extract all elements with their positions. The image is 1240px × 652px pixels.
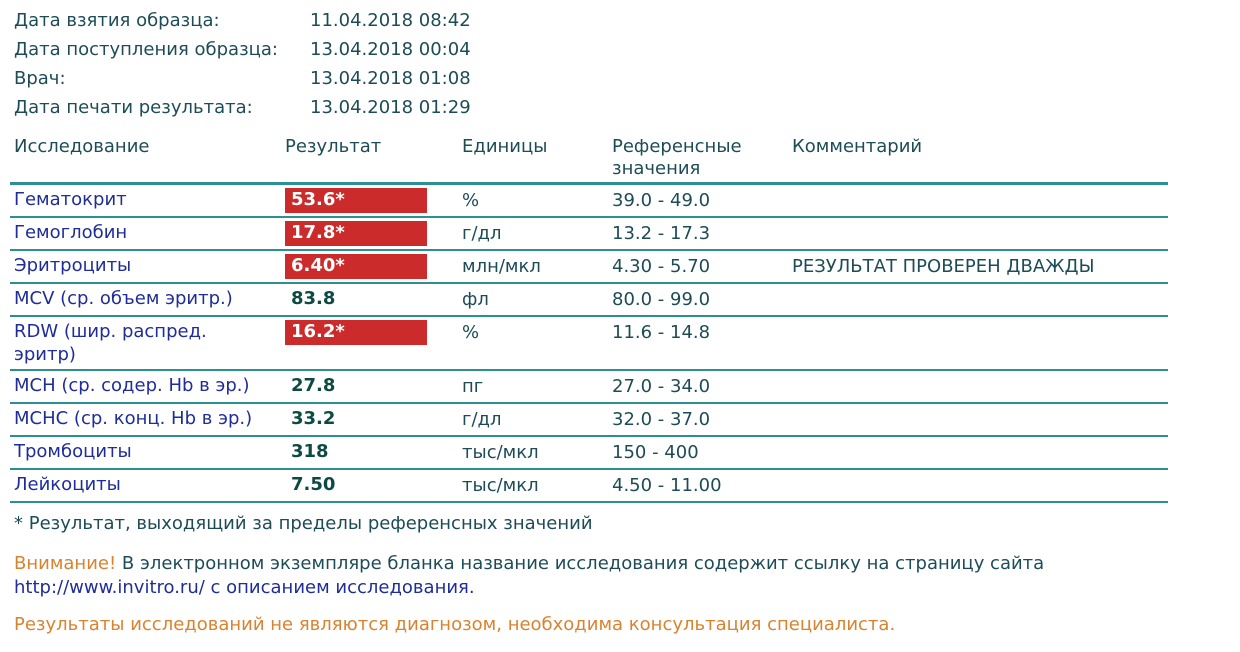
table-row-erythrocytes [10, 251, 1168, 284]
test-name-link[interactable]: MCH (ср. содер. Hb в эр.) [14, 375, 250, 396]
test-name-link[interactable]: Гемоглобин [14, 222, 128, 243]
column-header-reference: Референсные значения [612, 136, 742, 179]
test-name-link[interactable]: Лейкоциты [14, 474, 121, 495]
meta-value-sample-received: 13.04.2018 00:04 [310, 39, 471, 60]
result-value: 17.8* [285, 221, 427, 246]
test-name-link[interactable]: RDW (шир. распред. эритр) [14, 321, 207, 365]
out-of-range-footnote: * Результат, выходящий за пределы референсных значений [14, 513, 593, 534]
report-meta [0, 0, 1240, 122]
result-value: 16.2* [285, 320, 427, 345]
reference-range: 39.0 - 49.0 [612, 190, 711, 211]
column-header-test: Исследование [14, 136, 150, 157]
comment-text [792, 221, 1168, 222]
units-value: % [462, 322, 480, 343]
table-row-mch [10, 371, 1168, 404]
reference-range: 80.0 - 99.0 [612, 289, 711, 310]
reference-range: 27.0 - 34.0 [612, 376, 711, 397]
units-value: г/дл [462, 409, 502, 430]
comment-text [792, 407, 1168, 408]
invitro-url-link[interactable]: http://www.invitro.ru/ [14, 577, 205, 598]
diagnosis-disclaimer: Результаты исследований не являются диагнозом, необходима консультация специалиста. [14, 614, 896, 635]
units-value: млн/мкл [462, 256, 541, 277]
result-value: 53.6* [285, 188, 427, 213]
attention-notice [14, 552, 1240, 600]
table-header-row [10, 134, 1168, 185]
units-value: % [462, 190, 480, 211]
table-row-platelets [10, 437, 1168, 470]
meta-row [14, 64, 1240, 93]
column-header-comment: Комментарий [792, 136, 923, 157]
units-value: тыс/мкл [462, 442, 539, 463]
units-value: фл [462, 289, 489, 310]
table-row-hemoglobin [10, 218, 1168, 251]
reference-range: 4.50 - 11.00 [612, 475, 722, 496]
attention-text-suffix: с описанием исследования. [210, 577, 475, 598]
meta-value-print-date: 13.04.2018 01:29 [310, 97, 471, 118]
test-name-link[interactable]: Тромбоциты [14, 441, 132, 462]
test-name-link[interactable]: MCV (ср. объем эритр.) [14, 288, 233, 309]
meta-label-sample-received: Дата поступления образца: [14, 39, 278, 60]
comment-text [792, 473, 1168, 474]
test-name-link[interactable]: Эритроциты [14, 255, 132, 276]
units-value: пг [462, 376, 484, 397]
comment-text [792, 287, 1168, 288]
reference-range: 150 - 400 [612, 442, 699, 463]
attention-label: Внимание! [14, 553, 117, 574]
column-header-result: Результат [285, 136, 382, 157]
units-value: тыс/мкл [462, 475, 539, 496]
reference-range: 13.2 - 17.3 [612, 223, 711, 244]
units-value: г/дл [462, 223, 502, 244]
result-value: 318 [291, 441, 329, 462]
meta-row [14, 93, 1240, 122]
meta-row [14, 6, 1240, 35]
table-row-mchc [10, 404, 1168, 437]
meta-label-doctor: Врач: [14, 68, 66, 89]
reference-range: 11.6 - 14.8 [612, 322, 711, 343]
meta-value-sample-taken: 11.04.2018 08:42 [310, 10, 471, 31]
meta-label-sample-taken: Дата взятия образца: [14, 10, 220, 31]
result-value: 7.50 [291, 474, 336, 495]
meta-row [14, 35, 1240, 64]
meta-value-doctor: 13.04.2018 01:08 [310, 68, 471, 89]
results-table [10, 134, 1168, 503]
table-row-leukocytes [10, 470, 1168, 503]
comment-text: РЕЗУЛЬТАТ ПРОВЕРЕН ДВАЖДЫ [792, 256, 1095, 277]
table-row-mcv [10, 284, 1168, 317]
reference-range: 32.0 - 37.0 [612, 409, 711, 430]
meta-label-print-date: Дата печати результата: [14, 97, 253, 118]
result-value: 27.8 [291, 375, 336, 396]
test-name-link[interactable]: Гематокрит [14, 189, 127, 210]
comment-text [792, 374, 1168, 375]
result-value: 33.2 [291, 408, 336, 429]
result-value: 6.40* [285, 254, 427, 279]
comment-text [792, 188, 1168, 189]
comment-text [792, 320, 1168, 321]
column-header-units: Единицы [462, 136, 548, 157]
attention-text: В электронном экземпляре бланка название исследования содержит ссылку на страницу сайта [121, 553, 1045, 574]
reference-range: 4.30 - 5.70 [612, 256, 711, 277]
table-row-rdw [10, 317, 1168, 371]
table-row-hematocrit [10, 185, 1168, 218]
result-value: 83.8 [291, 288, 336, 309]
test-name-link[interactable]: МСНС (ср. конц. Hb в эр.) [14, 408, 253, 429]
comment-text [792, 440, 1168, 441]
